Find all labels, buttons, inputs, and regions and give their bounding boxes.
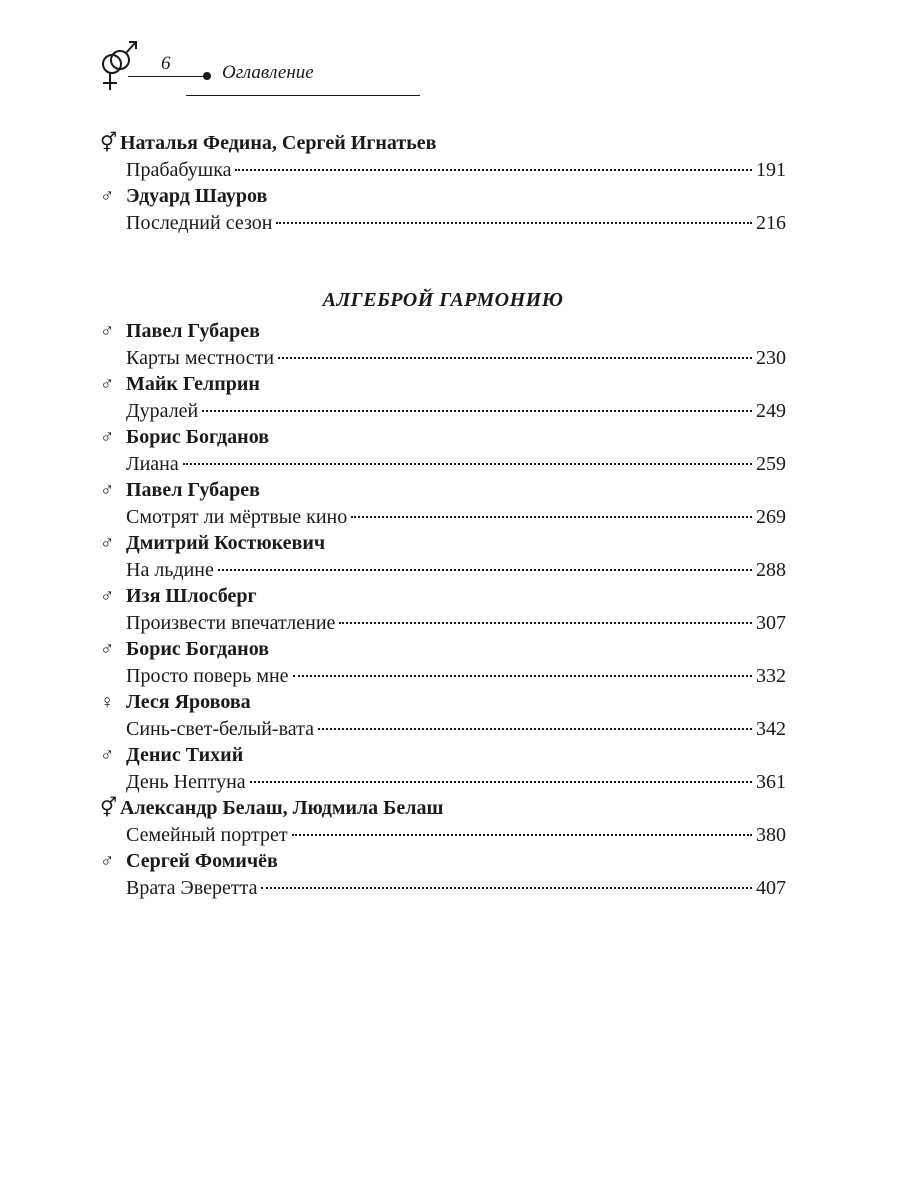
mars-venus-icon: ⚥ bbox=[100, 798, 118, 819]
toc-author bbox=[100, 636, 786, 663]
dot-leader bbox=[250, 781, 752, 783]
author-name: Павел Губарев bbox=[126, 479, 260, 501]
story-title: Прабабушка bbox=[126, 159, 232, 181]
toc-entry bbox=[100, 530, 786, 583]
page-reference: 307 bbox=[756, 612, 786, 634]
dot-leader bbox=[318, 728, 752, 730]
venus-icon: ♀ bbox=[100, 692, 115, 713]
author-name: Леся Яровова bbox=[126, 691, 251, 713]
dot-leader bbox=[183, 463, 752, 465]
page-title: Оглавление bbox=[222, 62, 314, 83]
header-underline bbox=[186, 95, 420, 96]
dot-leader bbox=[235, 169, 752, 171]
mars-icon: ♂ bbox=[100, 745, 115, 766]
toc-list-section bbox=[100, 318, 786, 901]
toc-entry bbox=[100, 689, 786, 742]
dot-leader bbox=[218, 569, 752, 571]
toc-author bbox=[100, 130, 786, 157]
toc-list-top bbox=[100, 130, 786, 236]
mars-venus-emblem-icon bbox=[98, 36, 144, 94]
story-title: Карты местности bbox=[126, 347, 275, 369]
page-number: 6 bbox=[161, 53, 171, 74]
toc-title-line bbox=[100, 769, 786, 795]
mars-icon: ♂ bbox=[100, 321, 115, 342]
page-reference: 216 bbox=[756, 212, 786, 234]
toc-title-line bbox=[100, 504, 786, 530]
toc-author bbox=[100, 848, 786, 875]
toc-title-line bbox=[100, 822, 786, 848]
toc-author bbox=[100, 583, 786, 610]
toc-author bbox=[100, 742, 786, 769]
dot-leader bbox=[351, 516, 752, 518]
mars-icon: ♂ bbox=[100, 480, 115, 501]
story-title: Семейный портрет bbox=[126, 824, 288, 846]
toc-title-line bbox=[100, 875, 786, 901]
toc-title-line bbox=[100, 716, 786, 742]
toc-title-line bbox=[100, 210, 786, 236]
story-title: Дуралей bbox=[126, 400, 199, 422]
author-name: Александр Белаш, Людмила Белаш bbox=[120, 797, 444, 819]
page-reference: 269 bbox=[756, 506, 786, 528]
toc-title-line bbox=[100, 451, 786, 477]
page-reference: 288 bbox=[756, 559, 786, 581]
toc-entry bbox=[100, 742, 786, 795]
author-name: Борис Богданов bbox=[126, 638, 269, 660]
dot-leader bbox=[276, 222, 752, 224]
dot-leader bbox=[293, 675, 752, 677]
mars-icon: ♂ bbox=[100, 586, 115, 607]
page-reference: 332 bbox=[756, 665, 786, 687]
story-title: Смотрят ли мёртвые кино bbox=[126, 506, 348, 528]
running-header bbox=[0, 0, 900, 110]
toc-title-line bbox=[100, 610, 786, 636]
author-name: Павел Губарев bbox=[126, 320, 260, 342]
story-title: Врата Эверетта bbox=[126, 877, 258, 899]
toc-title-line bbox=[100, 345, 786, 371]
author-name: Денис Тихий bbox=[126, 744, 244, 766]
header-rule bbox=[128, 76, 206, 77]
dot-leader bbox=[292, 834, 752, 836]
dot-leader bbox=[261, 887, 752, 889]
dot-leader bbox=[202, 410, 752, 412]
story-title: На льдине bbox=[126, 559, 214, 581]
mars-icon: ♂ bbox=[100, 639, 115, 660]
page-reference: 342 bbox=[756, 718, 786, 740]
toc-author bbox=[100, 183, 786, 210]
header-bullet bbox=[203, 72, 211, 80]
story-title: Синь-свет-белый-вата bbox=[126, 718, 314, 740]
author-name: Дмитрий Костюкевич bbox=[126, 532, 326, 554]
toc-entry bbox=[100, 183, 786, 236]
page-reference: 380 bbox=[756, 824, 786, 846]
toc-entry bbox=[100, 848, 786, 901]
toc-author bbox=[100, 689, 786, 716]
page-reference: 230 bbox=[756, 347, 786, 369]
story-title: Произвести впечатление bbox=[126, 612, 336, 634]
mars-icon: ♂ bbox=[100, 374, 115, 395]
toc-title-line bbox=[100, 557, 786, 583]
dot-leader bbox=[339, 622, 752, 624]
toc-entry bbox=[100, 636, 786, 689]
mars-icon: ♂ bbox=[100, 186, 115, 207]
section-heading: АЛГЕБРОЙ ГАРМОНИЮ bbox=[322, 289, 564, 311]
story-title: Лиана bbox=[126, 453, 179, 475]
page-reference: 361 bbox=[756, 771, 786, 793]
toc-entry bbox=[100, 795, 786, 848]
story-title: Последний сезон bbox=[126, 212, 273, 234]
page-reference: 249 bbox=[756, 400, 786, 422]
mars-icon: ♂ bbox=[100, 851, 115, 872]
toc-entry bbox=[100, 130, 786, 183]
toc-title-line bbox=[100, 157, 786, 183]
toc-title-line bbox=[100, 663, 786, 689]
toc-entry bbox=[100, 424, 786, 477]
table-of-contents bbox=[100, 130, 786, 901]
page-reference: 259 bbox=[756, 453, 786, 475]
dot-leader bbox=[278, 357, 752, 359]
toc-title-line bbox=[100, 398, 786, 424]
author-name: Эдуард Шауров bbox=[126, 185, 268, 207]
toc-author bbox=[100, 371, 786, 398]
author-name: Майк Гелприн bbox=[126, 373, 260, 395]
author-name: Борис Богданов bbox=[126, 426, 269, 448]
author-name: Наталья Федина, Сергей Игнатьев bbox=[120, 132, 437, 154]
toc-author bbox=[100, 530, 786, 557]
mars-icon: ♂ bbox=[100, 533, 115, 554]
toc-author bbox=[100, 318, 786, 345]
toc-entry bbox=[100, 583, 786, 636]
page-reference: 407 bbox=[756, 877, 786, 899]
mars-venus-icon: ⚥ bbox=[100, 133, 118, 154]
toc-entry bbox=[100, 318, 786, 371]
story-title: Просто поверь мне bbox=[126, 665, 289, 687]
toc-entry bbox=[100, 477, 786, 530]
author-name: Изя Шлосберг bbox=[126, 585, 257, 607]
toc-author bbox=[100, 477, 786, 504]
author-name: Сергей Фомичёв bbox=[126, 850, 278, 872]
story-title: День Нептуна bbox=[126, 771, 246, 793]
mars-icon: ♂ bbox=[100, 427, 115, 448]
toc-author bbox=[100, 424, 786, 451]
toc-author bbox=[100, 795, 786, 822]
page-reference: 191 bbox=[756, 159, 786, 181]
toc-entry bbox=[100, 371, 786, 424]
